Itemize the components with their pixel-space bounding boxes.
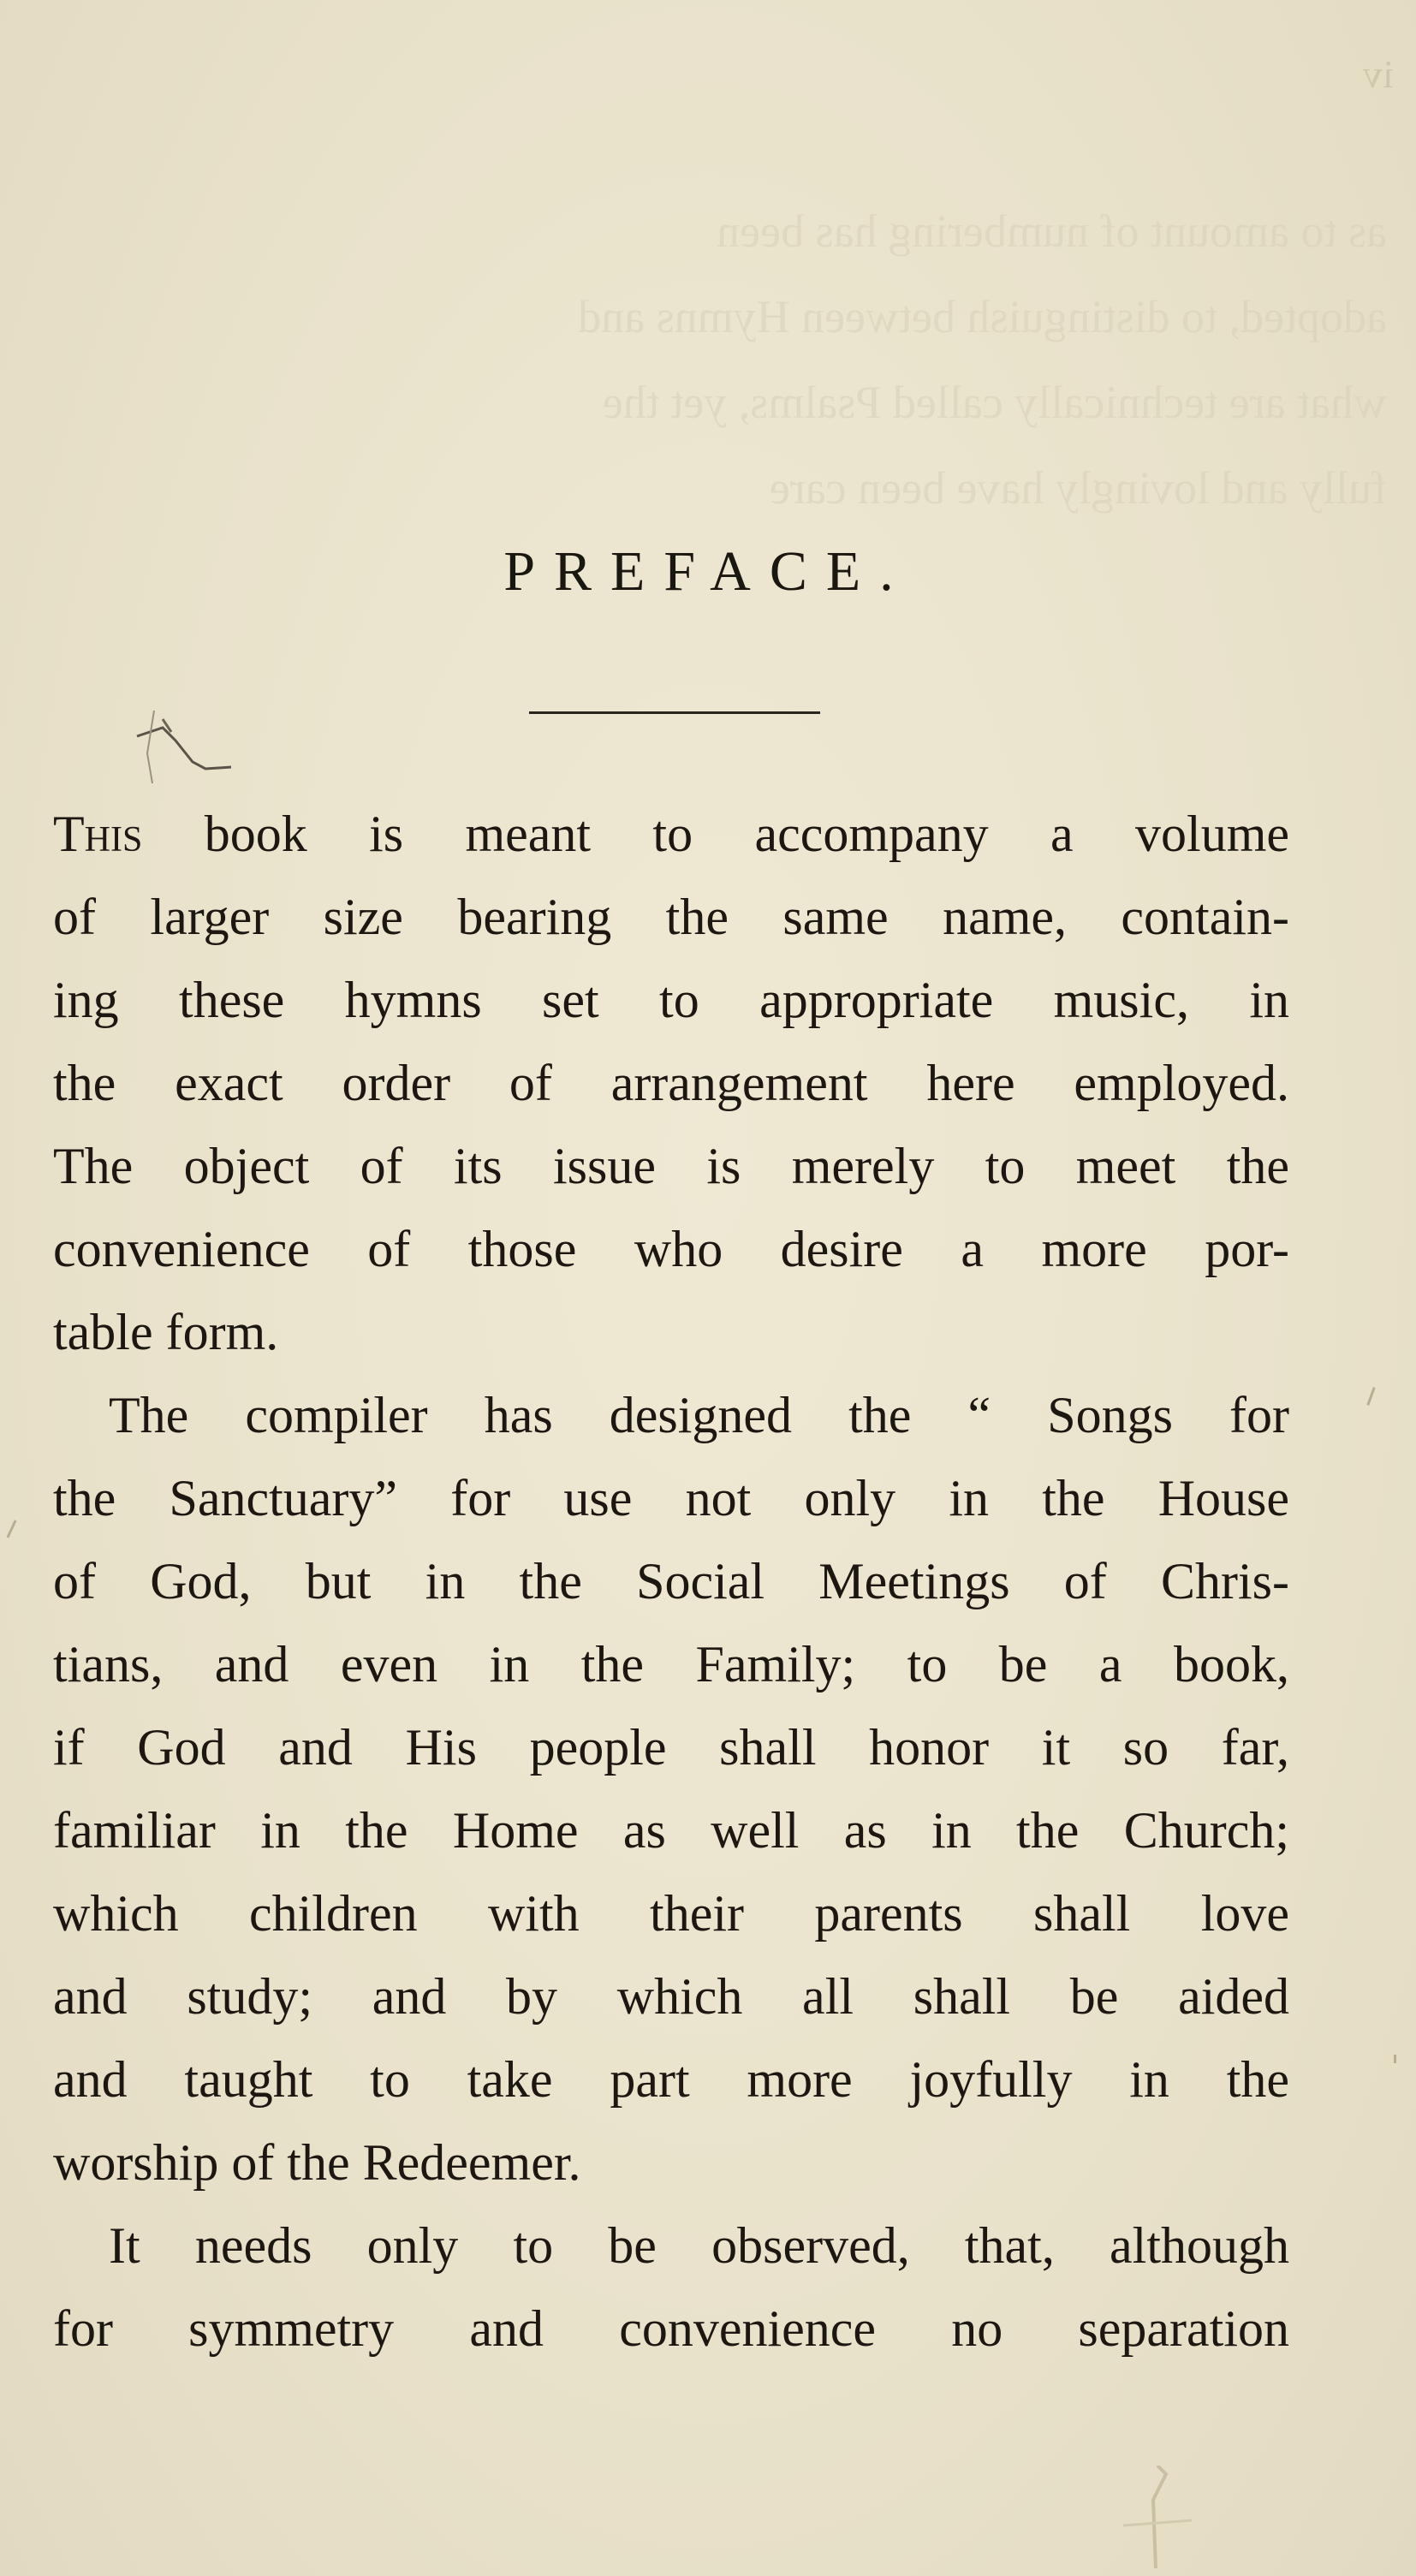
text-line: the exact order of arrangement here employed.	[53, 1055, 1289, 1111]
text-line: convenience of those who desire a more por-	[53, 1221, 1289, 1277]
title-rule	[529, 711, 820, 714]
line-text: book is meant to accompany a volume	[142, 806, 1289, 862]
drop-word: This	[53, 806, 143, 862]
preface-body	[53, 793, 1289, 2371]
text-line: the Sanctuary” for use not only in the House	[53, 1470, 1289, 1526]
text-line: ing these hymns set to appropriate music, in	[53, 972, 1289, 1028]
bleed-line: fully and lovingly have been care	[769, 462, 1387, 514]
text-line: worship of the Redeemer.	[53, 2134, 581, 2191]
text-line: of larger size bearing the same name, contain-	[53, 889, 1289, 945]
text-line: table form.	[53, 1304, 279, 1360]
text-line: of God, but in the Social Meetings of Chris-	[53, 1553, 1289, 1609]
pencil-mark-icon	[128, 702, 291, 788]
text-line: and taught to take part more joyfully in the	[53, 2051, 1289, 2108]
text-line: The compiler has designed the “ Songs for	[109, 1387, 1289, 1443]
text-line: familiar in the Home as well as in the Church;	[53, 1802, 1289, 1859]
text-line: which children with their parents shall love	[53, 1885, 1289, 1942]
text-line: The object of its issue is merely to meet the	[53, 1138, 1289, 1194]
text-line	[53, 793, 1289, 876]
edge-mark	[6, 1520, 16, 1538]
text-line: It needs only to be observed, that, although	[109, 2217, 1289, 2274]
bleed-line: as to amount of numbering has been	[717, 205, 1387, 257]
text-line: if God and His people shall honor it so far,	[53, 1719, 1289, 1776]
bleed-line: what are technically called Psalms, yet the	[602, 377, 1387, 428]
text-line: for symmetry and convenience no separation	[53, 2300, 1289, 2357]
bleed-line: adopted, to distinguish between Hymns and	[578, 291, 1387, 342]
edge-mark	[1366, 1387, 1375, 1406]
text-line: and study; and by which all shall be aided	[53, 1968, 1289, 2025]
bleed-through-text	[51, 188, 1387, 531]
bleed-page-number: iv	[1363, 52, 1394, 96]
corner-pencil-mark-icon	[1106, 2466, 1209, 2568]
page-title: PREFACE.	[503, 540, 913, 603]
text-line: tians, and even in the Family; to be a book,	[53, 1636, 1289, 1693]
edge-mark	[1394, 2055, 1396, 2063]
